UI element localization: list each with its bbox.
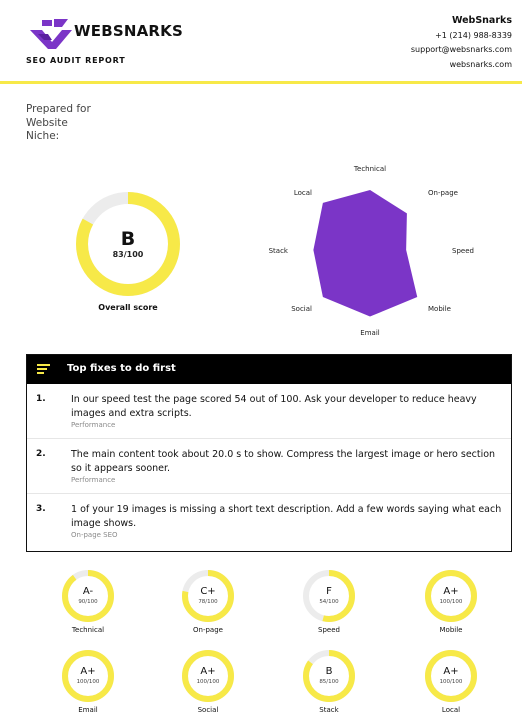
header-divider xyxy=(0,81,522,84)
gauge-label: Email xyxy=(78,706,98,714)
gauge-grade: A+ xyxy=(443,666,459,677)
fix-number: 2. xyxy=(36,449,46,459)
radar-axis-label: Email xyxy=(360,329,380,337)
prepared-for-label: Prepared for xyxy=(26,103,91,115)
gauge-speed xyxy=(301,568,357,638)
overall-score-gauge xyxy=(74,190,182,298)
gauge-score: 78/100 xyxy=(198,599,218,605)
fix-number: 1. xyxy=(36,394,46,404)
radar-axis-label: On-page xyxy=(428,189,458,197)
radar-axis-label: Social xyxy=(291,305,312,313)
gauge-grade: F xyxy=(326,586,332,597)
report-title: SEO AUDIT REPORT xyxy=(26,56,126,65)
fix-item xyxy=(27,494,511,549)
gauge-label: Mobile xyxy=(439,626,463,634)
niche-label: Niche: xyxy=(26,130,60,142)
website-label: Website xyxy=(26,116,68,129)
contact-block xyxy=(411,14,512,72)
fix-category: On-page SEO xyxy=(71,531,118,539)
gauge-score: 100/100 xyxy=(439,599,463,605)
fix-category: Performance xyxy=(71,421,116,429)
report-header xyxy=(0,0,522,82)
gauge-stack xyxy=(301,648,357,718)
gauge-label: Local xyxy=(441,706,461,714)
contact-email: support@websnarks.com xyxy=(410,45,512,54)
gauge-grade: B xyxy=(325,666,333,677)
top-fixes-panel xyxy=(26,354,512,552)
fix-description: In our speed test the page scored 54 out of 100. Ask your developer to reduce heavy images and extra scripts. xyxy=(71,394,477,419)
gauge-score: 100/100 xyxy=(439,679,463,685)
gauge-label: Social xyxy=(197,706,219,714)
gauge-label: Technical xyxy=(71,626,105,634)
fix-number: 3. xyxy=(36,504,46,514)
gauge-grade: A+ xyxy=(80,666,96,677)
radar-axis-label: Technical xyxy=(353,165,387,173)
fix-category: Performance xyxy=(71,476,116,484)
gauge-label: On-page xyxy=(193,626,223,634)
top-fixes-title: Top fixes to do first xyxy=(67,363,176,374)
gauge-technical xyxy=(60,568,116,638)
fix-item xyxy=(27,384,511,439)
radar-area xyxy=(314,191,417,316)
overall-score-value: 83/100 xyxy=(112,250,144,259)
gauge-on-page xyxy=(180,568,236,638)
gauge-grade: A+ xyxy=(200,666,216,677)
overall-grade: B xyxy=(120,228,136,250)
gauge-grade: A+ xyxy=(443,586,459,597)
gauge-email xyxy=(60,648,116,718)
fix-description: The main content took about 20.0 s to show. Compress the largest image or hero section so it appears sooner. xyxy=(71,449,496,474)
gauge-label: Speed xyxy=(318,626,340,634)
radar-axis-label: Stack xyxy=(268,247,288,255)
gauge-score: 90/100 xyxy=(78,599,98,605)
category-radar-chart xyxy=(268,160,474,338)
gauge-label: Stack xyxy=(319,706,339,714)
gauge-score: 100/100 xyxy=(76,679,100,685)
gauge-social xyxy=(180,648,236,718)
radar-axis-label: Mobile xyxy=(428,305,451,313)
overall-score-label: Overall score xyxy=(98,303,158,312)
contact-website: websnarks.com xyxy=(449,59,512,69)
gauge-grade: C+ xyxy=(200,586,216,597)
gauge-local xyxy=(423,648,479,718)
gauge-mobile xyxy=(423,568,479,638)
gauge-score: 85/100 xyxy=(319,679,339,685)
radar-axis-label: Speed xyxy=(452,247,474,255)
fix-description: 1 of your 19 images is missing a short text description. Add a few words saying what each image shows. xyxy=(71,504,502,529)
prepared-block xyxy=(26,103,91,144)
gauge-score: 100/100 xyxy=(196,679,220,685)
list-icon xyxy=(37,364,50,374)
gauge-grade: A- xyxy=(82,586,94,597)
fix-item xyxy=(27,439,511,494)
gauge-score: 54/100 xyxy=(319,599,339,605)
contact-company: WebSnarks xyxy=(451,15,512,26)
contact-phone: +1 (214) 988-8339 xyxy=(435,30,512,40)
radar-axis-label: Local xyxy=(293,189,312,197)
logo-wordmark: WEBSNARKS xyxy=(74,22,183,40)
top-fixes-header xyxy=(27,355,511,384)
